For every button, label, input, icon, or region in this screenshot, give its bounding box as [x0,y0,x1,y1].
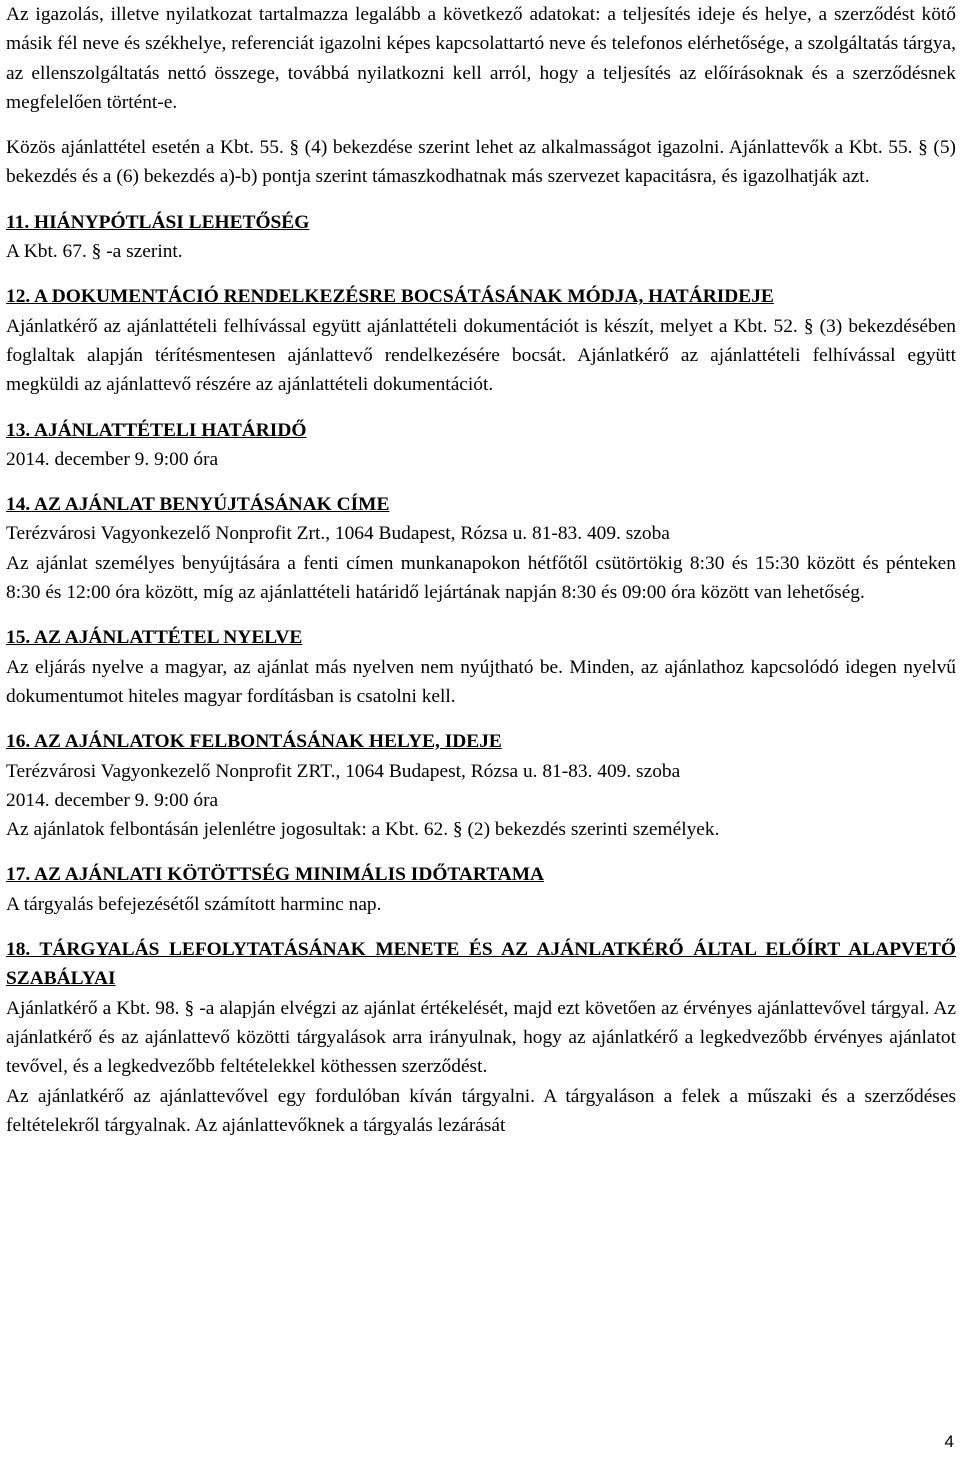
section-18-body-1: Ajánlatkérő a Kbt. 98. § -a alapján elvégzi az ajánlat értékelését, majd ezt követően az érvényes ajánlattevővel tárgyal. Az ajánlatkérő és az ajánlattevő közötti tárgyalások arra irányulnak, hogy az ajánlatkérő a legkedvezőbb érvényes ajánlatot tevővel, és a legkedvezőbb feltételekkel köthessen szerződést. [6,997,956,1078]
section-12-title: 12. A DOKUMENTÁCIÓ RENDELKEZÉSRE BOCSÁTÁSÁNAK MÓDJA, HATÁRIDEJE [6,286,774,308]
section-11-body: A Kbt. 67. § -a szerint. [6,241,183,263]
section-13-title: 13. AJÁNLATTÉTELI HATÁRIDŐ [6,419,307,441]
section-14-title: 14. AZ AJÁNLAT BENYÚJTÁSÁNAK CÍME [6,494,390,516]
section-16-address: Terézvárosi Vagyonkezelő Nonprofit ZRT., 1064 Budapest, Rózsa u. 81-83. 409. szoba [6,760,681,782]
joint-bid-paragraph: Közös ajánlattétel esetén a Kbt. 55. § (4) bekezdése szerint lehet az alkalmasságot igazolni. Ajánlattevők a Kbt. 55. § (5) bekezdés és a (6) bekezdés a)-b) pontja szerint támaszkodhatnak más szervezet kapacitásra, és igazolhatják azt. [6,137,956,188]
section-15-title: 15. AZ AJÁNLATTÉTEL NYELVE [6,627,303,649]
section-14-address: Terézvárosi Vagyonkezelő Nonprofit Zrt., 1064 Budapest, Rózsa u. 81-83. 409. szoba [6,523,670,545]
section-15-body: Az eljárás nyelve a magyar, az ajánlat más nyelven nem nyújtható be. Minden, az ajánlathoz kapcsolódó idegen nyelvű dokumentumot hiteles magyar fordításban is csatolni kell. [6,656,956,707]
intro-paragraph: Az igazolás, illetve nyilatkozat tartalmazza legalább a következő adatokat: a teljesítés ideje és helye, a szerződést kötő másik fél neve és székhelye, referenciát igazolni képes kapcsolattartó neve és telefonos elérhetősége, a szolgáltatás tárgya, az ellenszolgáltatás nettó összege, továbbá nyilatkozni kell arról, hogy a teljesítés az előírásoknak és a szerződésnek megfelelően történt-e. [6,4,956,113]
section-17-body: A tárgyalás befejezésétől számított harminc nap. [6,893,382,915]
section-11 [6,208,956,267]
document-page [6,0,956,1140]
section-16 [6,727,956,844]
section-11-title: 11. HIÁNYPÓTLÁSI LEHETŐSÉG [6,211,310,233]
section-16-title: 16. AZ AJÁNLATOK FELBONTÁSÁNAK HELYE, IDEJE [6,731,502,753]
section-18 [6,935,956,1140]
section-18-title: 18. TÁRGYALÁS LEFOLYTATÁSÁNAK MENETE ÉS AZ AJÁNLATKÉRŐ ÁLTAL ELŐÍRT ALAPVETŐ SZABÁLYAI [6,939,956,990]
page-number: 4 [944,1432,954,1451]
section-17-title: 17. AZ AJÁNLATI KÖTÖTTSÉG MINIMÁLIS IDŐTARTAMA [6,864,545,886]
section-16-body: Az ajánlatok felbontásán jelenlétre jogosultak: a Kbt. 62. § (2) bekezdés szerinti személyek. [6,819,720,841]
section-14-body: Az ajánlat személyes benyújtására a fenti címen munkanapokon hétfőtől csütörtökig 8:30 és 15:30 között és pénteken 8:30 és 12:00 óra között, míg az ajánlattételi határidő lejártának napján 8:30 és 09:00 óra között van lehetőség. [6,552,956,604]
section-13 [6,416,956,475]
section-15 [6,623,956,711]
section-16-date: 2014. december 9. 9:00 óra [6,789,219,811]
section-17 [6,860,956,919]
section-14 [6,490,956,607]
section-18-body-2: Az ajánlatkérő az ajánlattevővel egy fordulóban kíván tárgyalni. A tárgyaláson a felek a műszaki és a szerződéses feltételekről tárgyalnak. Az ajánlattevőknek a tárgyalás lezárását [6,1085,956,1136]
section-13-deadline: 2014. december 9. 9:00 óra [6,448,219,470]
section-12 [6,282,956,399]
section-12-body: Ajánlatkérő az ajánlattételi felhívással együtt ajánlattételi dokumentációt is készít, melyet a Kbt. 52. § (3) bekezdésében foglaltak alapján térítésmentesen ajánlattevő rendelkezésére bocsát. Ajánlatkérő az ajánlattételi felhívással együtt megküldi az ajánlattevő részére az ajánlattételi dokumentációt. [6,315,956,396]
